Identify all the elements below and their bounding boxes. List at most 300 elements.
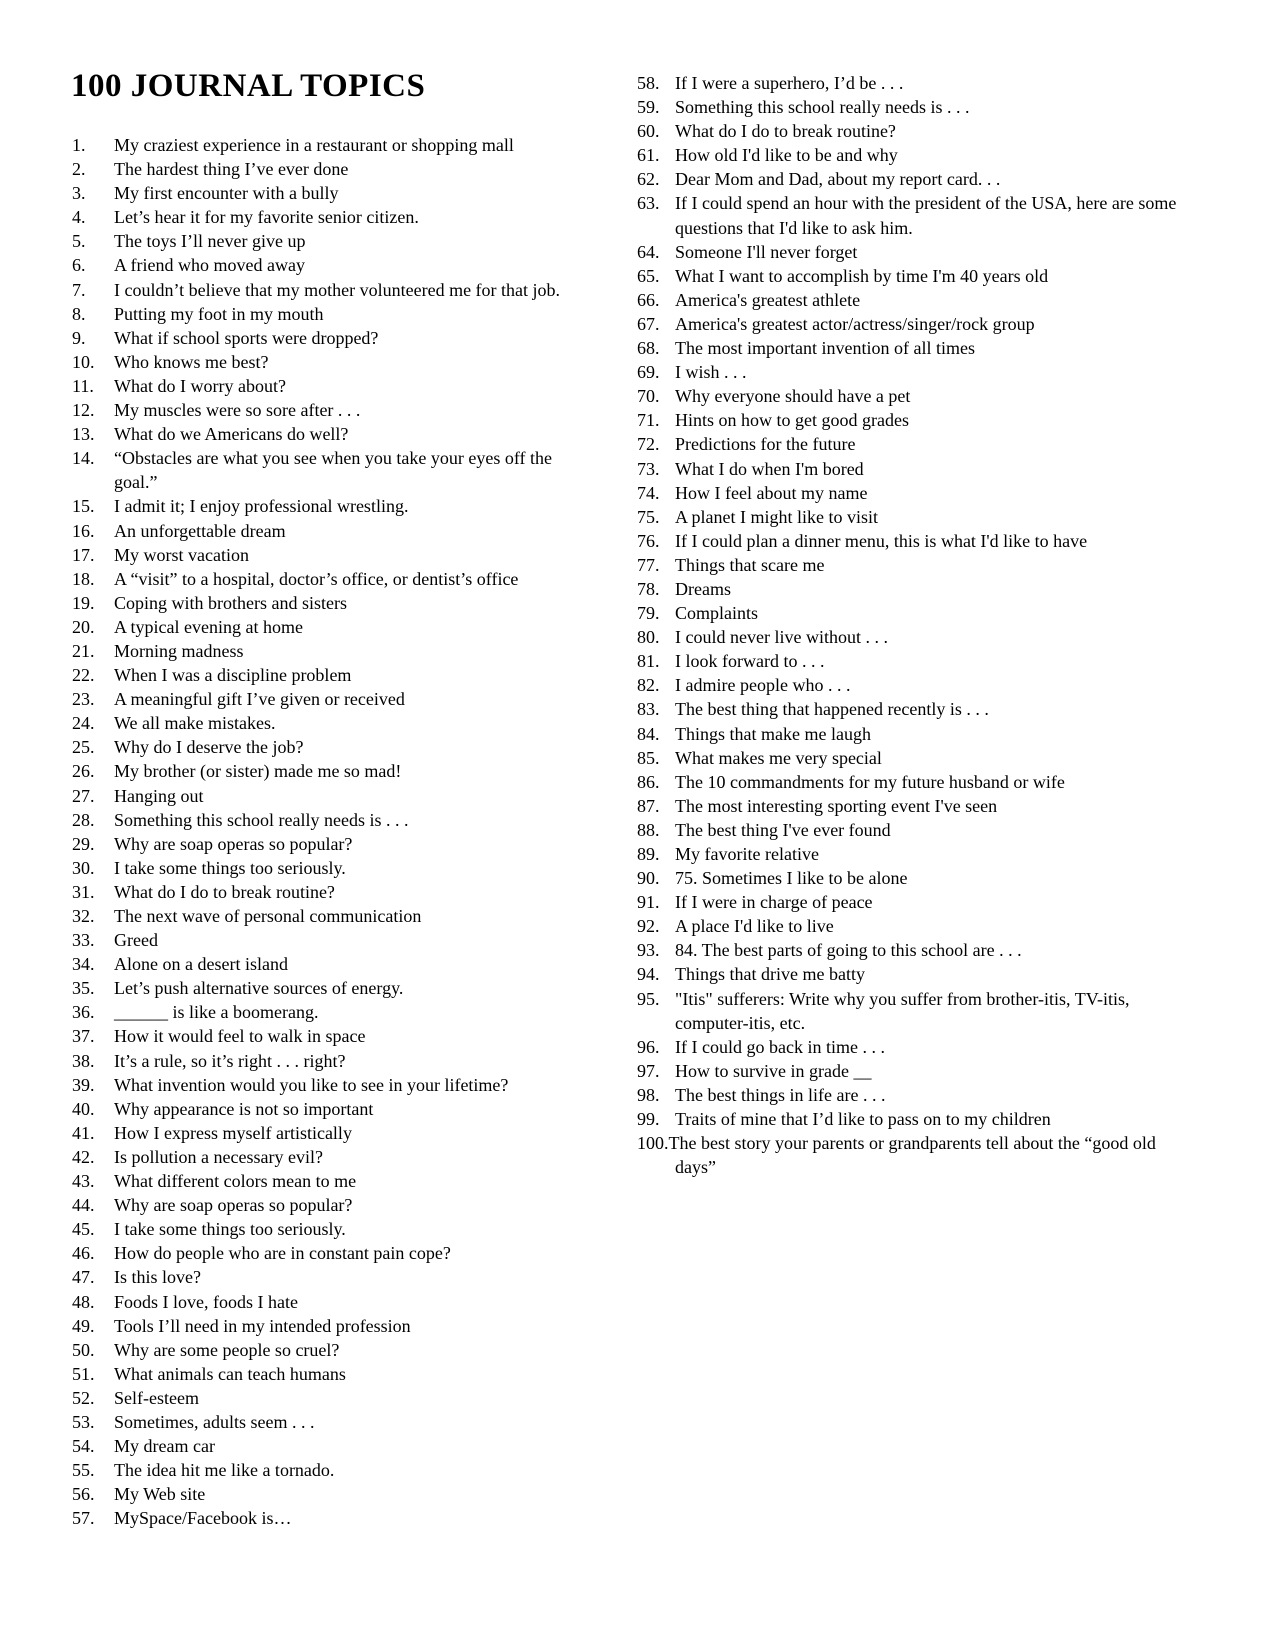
- item-text: What if school sports were dropped?: [114, 327, 379, 348]
- item-text: How to survive in grade __: [675, 1060, 872, 1081]
- item-number: 65.: [637, 265, 660, 286]
- item-text: I couldn’t believe that my mother volunteered me for that job.: [114, 279, 561, 300]
- item-text: Self-esteem: [114, 1387, 199, 1408]
- list-item: [637, 264, 1180, 288]
- item-text: Alone on a desert island: [114, 954, 288, 975]
- item-number: 23.: [72, 689, 95, 710]
- list-item: [637, 914, 1180, 938]
- item-text: My craziest experience in a restaurant or shopping mall: [114, 135, 514, 155]
- item-text: If I were in charge of peace: [675, 892, 873, 913]
- list-item: [72, 663, 584, 687]
- item-text: My favorite relative: [675, 844, 819, 864]
- list-item: [637, 1083, 1180, 1107]
- item-text: The best thing that happened recently is . . .: [675, 699, 989, 720]
- list-item: [637, 818, 1180, 842]
- item-text: Complaints: [675, 603, 759, 624]
- item-number: 72.: [637, 434, 660, 455]
- list-item: [637, 962, 1180, 986]
- item-number: 83.: [637, 699, 660, 720]
- item-number: 42.: [72, 1146, 95, 1167]
- item-number: 60.: [637, 121, 660, 142]
- list-item: [637, 770, 1180, 794]
- item-text: The hardest thing I’ve ever done: [114, 159, 349, 180]
- list-item: [637, 722, 1180, 746]
- item-number: 46.: [72, 1243, 95, 1264]
- item-number: 1.: [72, 135, 86, 155]
- item-number: 43.: [72, 1171, 95, 1192]
- list-item: [637, 794, 1180, 818]
- list-item: [72, 1410, 584, 1434]
- list-item: [72, 784, 584, 808]
- list-item: [72, 157, 584, 181]
- item-number: 89.: [637, 844, 660, 864]
- item-number: 44.: [72, 1195, 95, 1216]
- list-item: [637, 360, 1180, 384]
- item-text: Why do I deserve the job?: [114, 737, 304, 758]
- item-text: If I could spend an hour with the president of the USA, here are some questions that I'd like to ask him.: [675, 193, 1177, 238]
- item-text: My worst vacation: [114, 544, 249, 565]
- list-item: [72, 1314, 584, 1338]
- item-text: What do I do to break routine?: [675, 121, 896, 142]
- list-item: [637, 938, 1180, 962]
- list-item: [637, 71, 1180, 95]
- item-number: 33.: [72, 930, 95, 951]
- list-item: [637, 746, 1180, 770]
- item-number: 84.: [637, 723, 660, 744]
- item-number: 19.: [72, 592, 95, 613]
- list-item: [72, 1290, 584, 1314]
- item-number: 22.: [72, 665, 95, 686]
- item-text: What I do when I'm bored: [675, 458, 864, 479]
- item-number: 99.: [637, 1109, 660, 1130]
- item-text: The toys I’ll never give up: [114, 231, 306, 252]
- item-number: 100.: [637, 1133, 669, 1154]
- item-text: When I was a discipline problem: [114, 665, 352, 686]
- list-item: [72, 904, 584, 928]
- list-item: [72, 639, 584, 663]
- list-item: [637, 288, 1180, 312]
- list-item: [72, 687, 584, 711]
- list-item: [72, 326, 584, 350]
- item-text: MySpace/Facebook is…: [114, 1508, 292, 1529]
- item-text: My Web site: [114, 1484, 206, 1505]
- item-number: 91.: [637, 892, 660, 913]
- list-item: [72, 615, 584, 639]
- list-item: [72, 928, 584, 952]
- item-text: Coping with brothers and sisters: [114, 592, 347, 613]
- item-number: 97.: [637, 1060, 660, 1081]
- item-number: 26.: [72, 761, 95, 782]
- item-number: 71.: [637, 410, 660, 431]
- item-number: 87.: [637, 795, 660, 816]
- item-text: I take some things too seriously.: [114, 857, 346, 878]
- list-item: [637, 312, 1180, 336]
- list-item: [72, 735, 584, 759]
- item-text: I admire people who . . .: [675, 675, 851, 696]
- item-text: A typical evening at home: [114, 616, 303, 637]
- list-item: [637, 432, 1180, 456]
- item-number: 81.: [637, 651, 660, 672]
- item-number: 27.: [72, 785, 95, 806]
- list-item: [637, 384, 1180, 408]
- item-text: How old I'd like to be and why: [675, 145, 898, 166]
- list-item: [637, 866, 1180, 890]
- item-text: Something this school really needs is . . .: [675, 97, 970, 118]
- list-item: [72, 1482, 584, 1506]
- item-number: 88.: [637, 819, 660, 840]
- item-text: The best thing I've ever found: [675, 819, 891, 840]
- item-number: 58.: [637, 73, 660, 93]
- list-item: [72, 1024, 584, 1048]
- item-number: 49.: [72, 1315, 95, 1336]
- item-text: What do I worry about?: [114, 375, 286, 396]
- item-text: What do I do to break routine?: [114, 881, 335, 902]
- item-number: 29.: [72, 833, 95, 854]
- list-item: [72, 1241, 584, 1265]
- item-number: 62.: [637, 169, 660, 190]
- item-number: 14.: [72, 448, 95, 469]
- item-text: An unforgettable dream: [114, 520, 286, 541]
- item-text: I admit it; I enjoy professional wrestling.: [114, 496, 409, 517]
- page-title: 100 JOURNAL TOPICS: [71, 68, 426, 104]
- list-item: [72, 205, 584, 229]
- list-item: [637, 95, 1180, 119]
- item-text: The best things in life are . . .: [675, 1084, 886, 1105]
- item-text: Hints on how to get good grades: [675, 410, 909, 431]
- item-number: 54.: [72, 1436, 95, 1457]
- item-number: 18.: [72, 568, 95, 589]
- item-text: A friend who moved away: [114, 255, 305, 276]
- item-text: My brother (or sister) made me so mad!: [114, 761, 402, 782]
- item-text: I look forward to . . .: [675, 651, 825, 672]
- item-text: Foods I love, foods I hate: [114, 1291, 298, 1312]
- list-item: [637, 529, 1180, 553]
- item-number: 15.: [72, 496, 95, 517]
- list-item: [637, 553, 1180, 577]
- list-item: [637, 987, 1180, 1035]
- item-text: The idea hit me like a tornado.: [114, 1460, 335, 1481]
- item-number: 56.: [72, 1484, 95, 1505]
- item-text: I could never live without . . .: [675, 627, 888, 648]
- item-number: 7.: [72, 279, 86, 300]
- list-item: [72, 374, 584, 398]
- item-number: 96.: [637, 1036, 660, 1057]
- list-item: [72, 711, 584, 735]
- list-item: [72, 1049, 584, 1073]
- item-text: What invention would you like to see in your lifetime?: [114, 1074, 509, 1095]
- list-item: [72, 278, 584, 302]
- list-item: [637, 408, 1180, 432]
- list-item: [637, 601, 1180, 625]
- list-item: [72, 181, 584, 205]
- item-text: America's greatest actor/actress/singer/rock group: [675, 313, 1035, 334]
- item-number: 39.: [72, 1074, 95, 1095]
- list-item: [637, 842, 1180, 866]
- item-number: 95.: [637, 988, 660, 1009]
- item-text: A planet I might like to visit: [675, 506, 878, 527]
- item-text: My first encounter with a bully: [114, 183, 339, 204]
- item-number: 38.: [72, 1050, 95, 1071]
- item-text: “Obstacles are what you see when you take your eyes off the goal.”: [114, 448, 553, 493]
- item-number: 17.: [72, 544, 95, 565]
- list-item: [637, 577, 1180, 601]
- item-text: Hanging out: [114, 785, 204, 806]
- item-text: A “visit” to a hospital, doctor’s office, or dentist’s office: [114, 568, 519, 589]
- item-text: If I could plan a dinner menu, this is what I'd like to have: [675, 530, 1088, 551]
- list-item: [637, 336, 1180, 360]
- item-number: 35.: [72, 978, 95, 999]
- list-item: [72, 1434, 584, 1458]
- list-item: [72, 880, 584, 904]
- list-item: [72, 350, 584, 374]
- item-number: 28.: [72, 809, 95, 830]
- item-number: 77.: [637, 554, 660, 575]
- item-number: 47.: [72, 1267, 95, 1288]
- item-text: Dear Mom and Dad, about my report card. . .: [675, 169, 1001, 190]
- list-item: [72, 759, 584, 783]
- list-item: [72, 1000, 584, 1024]
- list-item: [72, 1193, 584, 1217]
- list-item: [637, 1131, 1180, 1179]
- item-number: 40.: [72, 1098, 95, 1119]
- item-text: Why are soap operas so popular?: [114, 833, 353, 854]
- list-item: [72, 398, 584, 422]
- list-item: [637, 1107, 1180, 1131]
- item-text: Traits of mine that I’d like to pass on to my children: [675, 1109, 1051, 1130]
- item-text: Why everyone should have a pet: [675, 386, 911, 407]
- item-number: 98.: [637, 1084, 660, 1105]
- list-item: [637, 457, 1180, 481]
- item-text: The most interesting sporting event I've seen: [675, 795, 998, 816]
- item-text: Greed: [114, 930, 158, 951]
- item-number: 3.: [72, 183, 86, 204]
- item-number: 94.: [637, 964, 660, 985]
- list-item: [637, 649, 1180, 673]
- item-number: 69.: [637, 362, 660, 383]
- item-text: A place I'd like to live: [675, 916, 834, 937]
- list-item: [72, 1338, 584, 1362]
- item-text: How it would feel to walk in space: [114, 1026, 366, 1047]
- item-number: 55.: [72, 1460, 95, 1481]
- list-item: [72, 591, 584, 615]
- list-item: [637, 191, 1180, 239]
- item-text: What different colors mean to me: [114, 1171, 357, 1192]
- item-text: How do people who are in constant pain cope?: [114, 1243, 451, 1264]
- item-text: I wish . . .: [675, 362, 747, 383]
- list-item: [72, 856, 584, 880]
- item-number: 10.: [72, 351, 95, 372]
- item-text: Sometimes, adults seem . . .: [114, 1411, 315, 1432]
- item-text: Who knows me best?: [114, 351, 269, 372]
- item-number: 21.: [72, 640, 95, 661]
- item-number: 74.: [637, 482, 660, 503]
- item-number: 6.: [72, 255, 86, 276]
- item-number: 51.: [72, 1363, 95, 1384]
- item-number: 50.: [72, 1339, 95, 1360]
- item-number: 53.: [72, 1411, 95, 1432]
- item-text: If I were a superhero, I’d be . . .: [675, 73, 904, 93]
- item-text: My dream car: [114, 1436, 215, 1457]
- list-item: [72, 1265, 584, 1289]
- list-item: [637, 697, 1180, 721]
- item-number: 79.: [637, 603, 660, 624]
- item-text: Is this love?: [114, 1267, 201, 1288]
- item-text: A meaningful gift I’ve given or received: [114, 689, 405, 710]
- item-number: 37.: [72, 1026, 95, 1047]
- item-number: 34.: [72, 954, 95, 975]
- list-item: [637, 505, 1180, 529]
- item-number: 59.: [637, 97, 660, 118]
- item-number: 85.: [637, 747, 660, 768]
- item-number: 36.: [72, 1002, 95, 1023]
- list-item: [637, 673, 1180, 697]
- list-item: [637, 1035, 1180, 1059]
- item-number: 8.: [72, 303, 86, 324]
- item-text: What do we Americans do well?: [114, 424, 349, 445]
- item-text: Dreams: [675, 578, 731, 599]
- item-number: 12.: [72, 400, 95, 421]
- item-text: Someone I'll never forget: [675, 241, 858, 262]
- item-number: 67.: [637, 313, 660, 334]
- item-number: 16.: [72, 520, 95, 541]
- item-number: 90.: [637, 868, 660, 889]
- item-number: 86.: [637, 771, 660, 792]
- item-number: 5.: [72, 231, 86, 252]
- item-text: The next wave of personal communication: [114, 906, 422, 926]
- item-text: Why appearance is not so important: [114, 1098, 374, 1119]
- item-number: 2.: [72, 159, 86, 180]
- list-item: [637, 240, 1180, 264]
- list-item: [72, 422, 584, 446]
- item-number: 41.: [72, 1122, 95, 1143]
- list-item: [72, 1169, 584, 1193]
- list-item: [637, 167, 1180, 191]
- item-number: 4.: [72, 207, 86, 228]
- item-number: 63.: [637, 193, 660, 214]
- item-text: Predictions for the future: [675, 434, 856, 455]
- item-text: I take some things too seriously.: [114, 1219, 346, 1240]
- item-text: Is pollution a necessary evil?: [114, 1146, 323, 1167]
- list-item: [72, 808, 584, 832]
- item-number: 45.: [72, 1219, 95, 1240]
- item-text: The most important invention of all times: [675, 338, 975, 359]
- item-number: 76.: [637, 530, 660, 551]
- list-item: [637, 625, 1180, 649]
- item-number: 25.: [72, 737, 95, 758]
- item-text: It’s a rule, so it’s right . . . right?: [114, 1050, 346, 1071]
- item-number: 31.: [72, 881, 95, 902]
- item-number: 82.: [637, 675, 660, 696]
- item-text: Things that make me laugh: [675, 723, 871, 744]
- item-number: 64.: [637, 241, 660, 262]
- list-item: [637, 119, 1180, 143]
- item-number: 48.: [72, 1291, 95, 1312]
- item-number: 52.: [72, 1387, 95, 1408]
- item-number: 75.: [637, 506, 660, 527]
- list-item: [72, 253, 584, 277]
- item-number: 92.: [637, 916, 660, 937]
- item-text: If I could go back in time . . .: [675, 1036, 885, 1057]
- list-item: [72, 302, 584, 326]
- item-text: 75. Sometimes I like to be alone: [675, 868, 908, 889]
- list-item: [637, 143, 1180, 167]
- list-item: [637, 1059, 1180, 1083]
- list-item: [72, 1386, 584, 1410]
- item-text: America's greatest athlete: [675, 289, 861, 310]
- journal-topics-list-right: [637, 71, 1180, 1179]
- list-item: [72, 229, 584, 253]
- list-item: [72, 1362, 584, 1386]
- item-text: Morning madness: [114, 640, 244, 661]
- item-text: Something this school really needs is . . .: [114, 809, 409, 830]
- item-text: ______ is like a boomerang.: [114, 1002, 319, 1023]
- item-text: Things that scare me: [675, 554, 825, 575]
- item-text: Tools I’ll need in my intended profession: [114, 1315, 411, 1336]
- list-item: [72, 1458, 584, 1482]
- item-number: 57.: [72, 1508, 95, 1529]
- item-text: My muscles were so sore after . . .: [114, 400, 361, 421]
- list-item: [72, 1217, 584, 1241]
- item-number: 30.: [72, 857, 95, 878]
- item-text: How I express myself artistically: [114, 1122, 352, 1143]
- list-item: [72, 494, 584, 518]
- item-text: How I feel about my name: [675, 482, 868, 503]
- item-text: What animals can teach humans: [114, 1363, 346, 1384]
- list-item: [72, 1145, 584, 1169]
- item-text: Why are some people so cruel?: [114, 1339, 340, 1360]
- item-number: 66.: [637, 289, 660, 310]
- item-text: We all make mistakes.: [114, 713, 276, 734]
- item-number: 68.: [637, 338, 660, 359]
- item-number: 73.: [637, 458, 660, 479]
- journal-topics-list-left: [72, 133, 584, 1530]
- list-item: [72, 1121, 584, 1145]
- list-item: [72, 1097, 584, 1121]
- item-number: 80.: [637, 627, 660, 648]
- list-item: [72, 976, 584, 1000]
- item-text: The 10 commandments for my future husband or wife: [675, 771, 1065, 792]
- item-number: 13.: [72, 424, 95, 445]
- list-item: [72, 543, 584, 567]
- list-item: [72, 832, 584, 856]
- item-text: "Itis" sufferers: Write why you suffer from brother-itis, TV-itis, computer-itis, etc.: [675, 988, 1130, 1033]
- list-item: [72, 952, 584, 976]
- item-text: The best story your parents or grandparents tell about the “good old days”: [668, 1133, 1156, 1178]
- item-text: Why are soap operas so popular?: [114, 1195, 353, 1216]
- item-text: What makes me very special: [675, 747, 882, 768]
- item-number: 78.: [637, 578, 660, 599]
- item-text: 84. The best parts of going to this school are . . .: [675, 940, 1022, 961]
- item-number: 20.: [72, 616, 95, 637]
- item-number: 70.: [637, 386, 660, 407]
- item-number: 61.: [637, 145, 660, 166]
- item-number: 93.: [637, 940, 660, 961]
- list-item: [72, 446, 584, 494]
- list-item: [72, 133, 584, 157]
- list-item: [72, 1506, 584, 1530]
- item-text: Putting my foot in my mouth: [114, 303, 324, 324]
- item-text: Let’s push alternative sources of energy.: [114, 978, 404, 999]
- item-number: 24.: [72, 713, 95, 734]
- item-text: Things that drive me batty: [675, 964, 865, 985]
- item-number: 9.: [72, 327, 86, 348]
- list-item: [72, 519, 584, 543]
- list-item: [72, 567, 584, 591]
- item-number: 11.: [72, 375, 94, 396]
- list-item: [637, 890, 1180, 914]
- item-text: What I want to accomplish by time I'm 40 years old: [675, 265, 1049, 286]
- list-item: [637, 481, 1180, 505]
